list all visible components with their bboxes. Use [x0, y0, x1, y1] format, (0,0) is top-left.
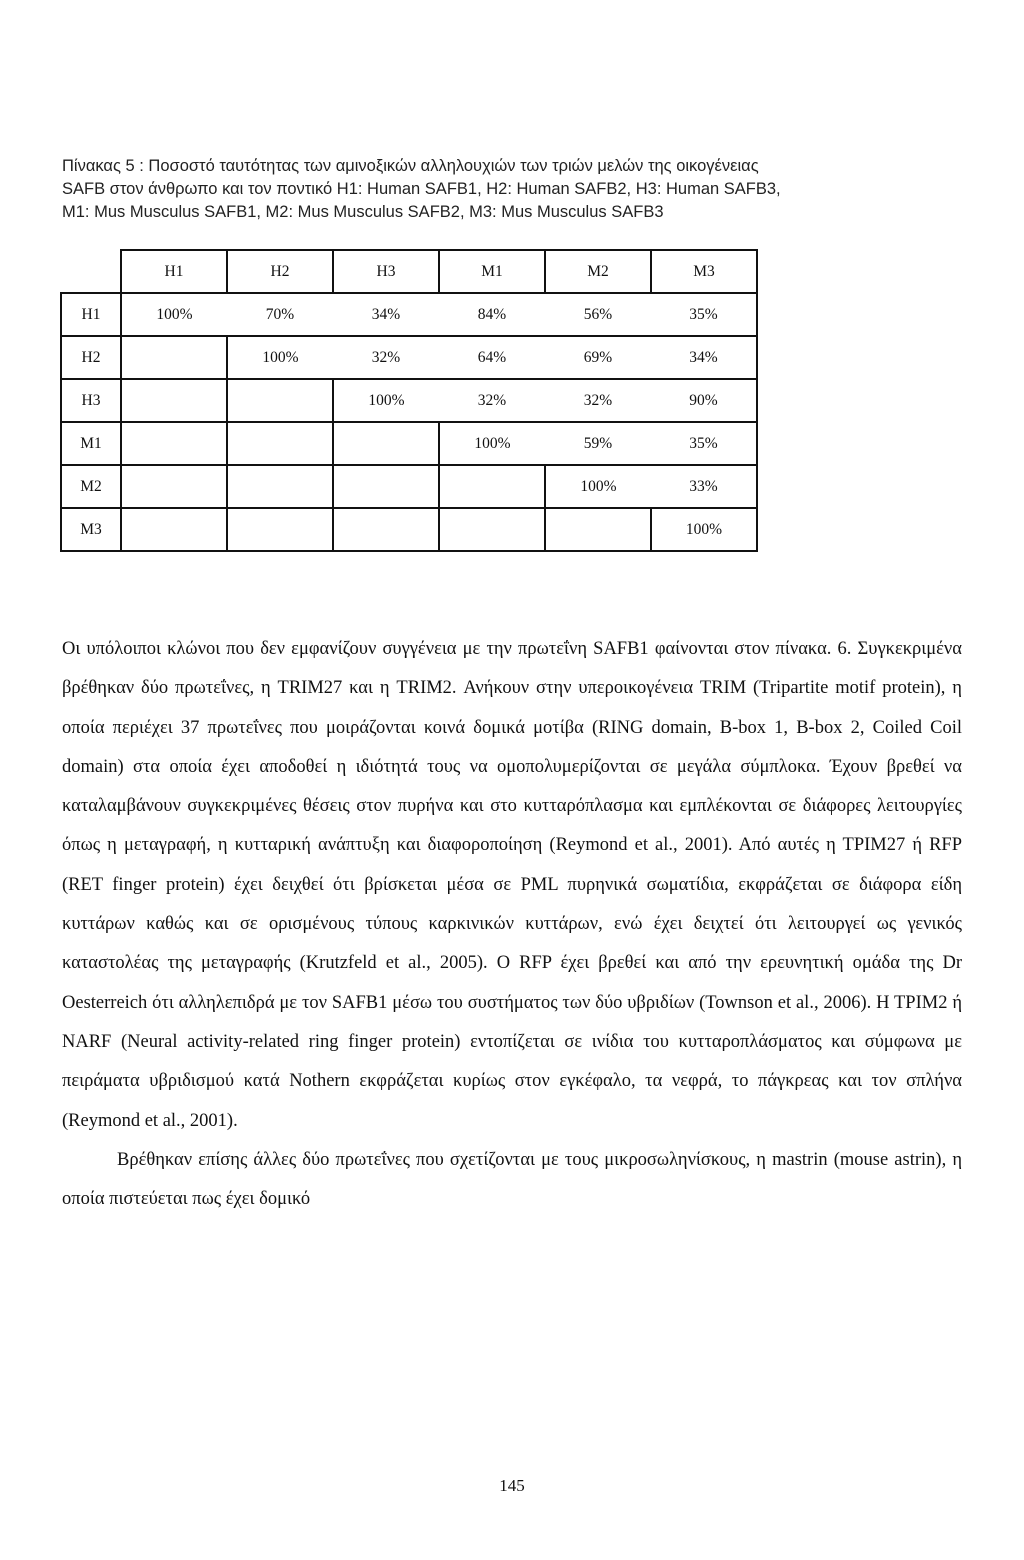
table-cell: 100% [545, 465, 651, 508]
table-cell: 35% [651, 422, 757, 465]
row-header: M2 [61, 465, 121, 508]
empty-cell [333, 422, 439, 465]
column-header: M1 [439, 250, 545, 293]
table-row [61, 422, 757, 465]
paragraph: Βρέθηκαν επίσης άλλες δύο πρωτεΐνες που σχετίζονται με τους μικροσωληνίσκους, η mastrin (mouse astrin), η οποία πιστεύεται πως έχει δομικό [62, 1149, 962, 1210]
empty-cell [227, 379, 333, 422]
table-cell: 64% [439, 336, 545, 379]
caption-line: M1: Mus Musculus SAFB1, M2: Mus Musculus SAFB2, M3: Mus Musculus SAFB3 [62, 203, 664, 221]
column-header: H2 [227, 250, 333, 293]
table-cell: 100% [439, 422, 545, 465]
table-header-row [61, 250, 757, 293]
column-header: M3 [651, 250, 757, 293]
empty-cell [121, 379, 227, 422]
table-cell: 100% [651, 508, 757, 551]
table-cell: 100% [227, 336, 333, 379]
row-header: H2 [61, 336, 121, 379]
empty-cell [227, 508, 333, 551]
table-row [61, 336, 757, 379]
column-header: H3 [333, 250, 439, 293]
table-cell: 56% [545, 293, 651, 336]
row-header: M3 [61, 508, 121, 551]
table-corner [61, 250, 121, 293]
table-cell: 35% [651, 293, 757, 336]
column-header: H1 [121, 250, 227, 293]
table-cell: 34% [333, 293, 439, 336]
empty-cell [227, 422, 333, 465]
table-cell: 100% [333, 379, 439, 422]
caption-line: SAFB στον άνθρωπο και τον ποντικό H1: Human SAFB1, H2: Human SAFB2, H3: Human SAFB3, [62, 180, 781, 198]
empty-cell [121, 508, 227, 551]
empty-cell [121, 422, 227, 465]
table-caption [62, 155, 967, 224]
table-cell: 32% [333, 336, 439, 379]
table-cell: 33% [651, 465, 757, 508]
body-text [62, 630, 962, 1219]
empty-cell [121, 336, 227, 379]
row-header: M1 [61, 422, 121, 465]
empty-cell [439, 465, 545, 508]
table-cell: 34% [651, 336, 757, 379]
empty-cell [227, 465, 333, 508]
table-cell: 70% [227, 293, 333, 336]
table-cell: 32% [439, 379, 545, 422]
table-cell: 32% [545, 379, 651, 422]
empty-cell [333, 508, 439, 551]
row-header: H3 [61, 379, 121, 422]
identity-table [60, 249, 758, 552]
row-header: H1 [61, 293, 121, 336]
table-cell: 100% [121, 293, 227, 336]
empty-cell [121, 465, 227, 508]
table-row [61, 508, 757, 551]
table-cell: 59% [545, 422, 651, 465]
table-cell: 90% [651, 379, 757, 422]
empty-cell [333, 465, 439, 508]
paragraph: Οι υπόλοιποι κλώνοι που δεν εμφανίζουν συγγένεια με την πρωτεΐνη SAFB1 φαίνονται στον πίνακα. 6. Συγκεκριμένα βρέθηκαν δύο πρωτεΐνες, η TRIM27 και η TRIM2. Ανήκουν στην υπεροικογένεια TRIM (Tripartite motif protein), η οποία περιέχει 37 πρωτεΐνες που μοιράζονται κοινά δομικά μοτίβα (RING domain, B-box 1, B-box 2, Coiled Coil domain) στα οποία έχει αποδοθεί η ιδιότητά τους να ομοπολυμερίζονται σε μεγάλα σύμπλοκα. Έχουν βρεθεί να καταλαμβάνουν συγκεκριμένες θέσεις στον πυρήνα και στο κυτταρόπλασμα και εμπλέκονται σε διάφορες λειτουργίες όπως η μεταγραφή, η κυτταρική ανάπτυξη και διαφοροποίηση (Reymond et al., 2001). Από αυτές η ΤΡΙΜ27 ή RFP (RET finger protein) έχει δειχθεί ότι βρίσκεται μέσα σε PML πυρηνικά σωματίδια, εκφράζεται σε διάφορα είδη κυττάρων καθώς και σε ορισμένους τύπους καρκινικών κυττάρων, ενώ έχει δειχτεί ότι λειτουργεί ως γενικός καταστολέας της μεταγραφής (Krutzfeld et al., 2005). O RFP έχει βρεθεί και από την ερευνητική ομάδα της Dr Oesterreich ότι αλληλεπιδρά με τον SAFB1 μέσω του συστήματος των δύο υβριδίων (Townson et al., 2006). Η ΤΡΙΜ2 ή NARF (Neural activity-related ring finger protein) εντοπίζεται σε ινίδια του κυτταροπλάσματος και σύμφωνα με πειράματα υβριδισμού κατά Nothern εκφράζεται κυρίως στον εγκέφαλο, τα νεφρά, το πάγκρεας και τον σπλήνα (Reymond et al., 2001). [62, 639, 962, 1131]
page-number: 145 [499, 1476, 525, 1495]
table-row [61, 293, 757, 336]
caption-line: Πίνακας 5 : Ποσοστό ταυτότητας των αμινοξικών αλληλουχιών των τριών μελών της οικογένειας [62, 157, 759, 175]
empty-cell [545, 508, 651, 551]
empty-cell [439, 508, 545, 551]
table-row [61, 379, 757, 422]
table-cell: 84% [439, 293, 545, 336]
table-row [61, 465, 757, 508]
table-cell: 69% [545, 336, 651, 379]
column-header: M2 [545, 250, 651, 293]
